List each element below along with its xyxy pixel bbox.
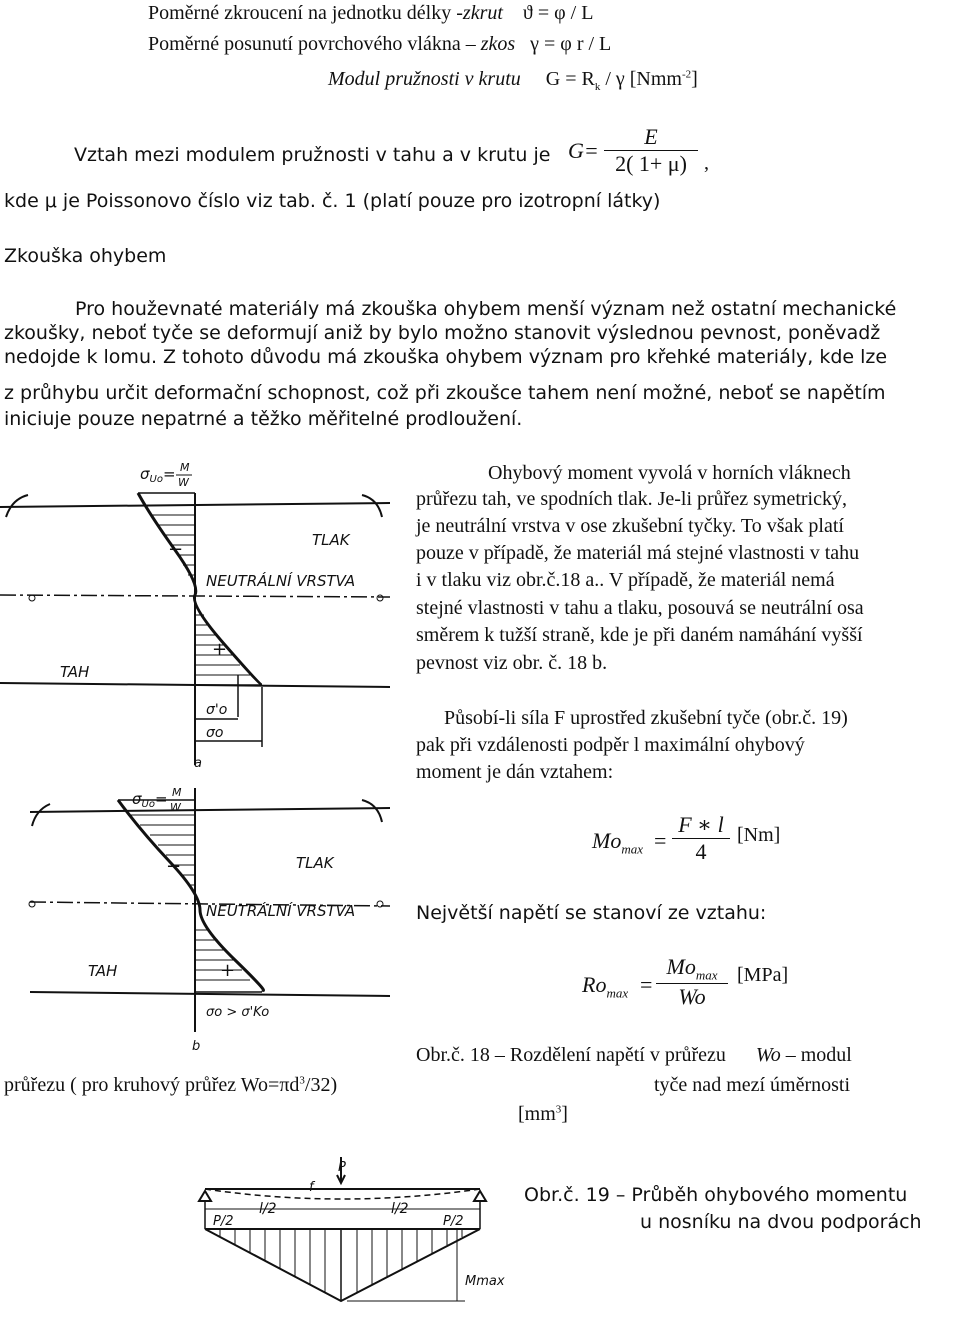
- intro-line-4: z průhybu určit deformační schopnost, což při zkoušce tahem není možné, neboť se napětím: [4, 382, 886, 404]
- right-line-6: stejné vlastnosti v tahu a tlaku, posouvá se neutrální osa: [416, 597, 864, 619]
- figure-18b: [0, 770, 400, 1060]
- caption18-line2a: průřezu ( pro kruhový průřez $Wo=\pi d^3/32$): [4, 1074, 338, 1096]
- right-line-5: i v tlaku viz obr.č.18 a.. V případě, že materiál nemá: [416, 569, 835, 591]
- right-line-8: pevnost viz obr. č. 18 b.: [416, 652, 608, 674]
- svg-text:f: f: [309, 1180, 314, 1195]
- svg-text:W: W: [178, 476, 189, 489]
- svg-text:+: +: [212, 639, 228, 660]
- moment-arrow-right-b: [362, 800, 382, 822]
- support-right: [474, 1191, 486, 1201]
- formula-ro-eq: =: [640, 972, 653, 997]
- intro-line-5: iniciuje pouze nepatrné a těžko měřitelné prodloužení.: [4, 408, 523, 430]
- svg-text:NEUTRÁLNÍ VRSTVA: NEUTRÁLNÍ VRSTVA: [206, 902, 356, 920]
- poisson-text: kde μ je Poissonovo číslo viz tab. č. 1 (platí pouze pro izotropní látky): [4, 190, 661, 212]
- svg-text:σo > σ'Ko: σo > σ'Ko: [206, 1005, 270, 1020]
- line-zkos: Poměrné posunutí povrchového vlákna – zkos γ = φ r / L: [148, 33, 612, 55]
- figure-19: [195, 1155, 515, 1315]
- hatch-lines-a: [150, 515, 250, 675]
- formula-ro-fraction: $Mo_{max}$ Wo: [656, 954, 728, 1010]
- svg-text:P/2: P/2: [443, 1214, 464, 1229]
- relation-comma: ,: [704, 152, 709, 174]
- formula-ro-unit: [MPa]: [737, 964, 789, 986]
- svg-text:NEUTRÁLNÍ VRSTVA: NEUTRÁLNÍ VRSTVA: [206, 572, 356, 590]
- stress-curve-b: [118, 800, 263, 990]
- svg-text:b: b: [192, 1039, 201, 1054]
- relation-lhs: G=: [568, 138, 599, 163]
- right-line-2: průřezu tah, ve spodních tlak. Je-li průřez symetrický,: [416, 488, 847, 510]
- intro-line-2: zkoušky, neboť tyče se deformují aniž by bylo možno stanovit výslednou pevnost, poněvadž: [4, 322, 881, 344]
- force-line-1: Působí-li síla F uprostřed zkušební tyče (obr.č. 19): [444, 707, 848, 729]
- svg-text:TLAK: TLAK: [296, 854, 334, 872]
- svg-text:+: +: [220, 960, 236, 981]
- formula-mo-eq: =: [654, 828, 667, 853]
- svg-text:σUo=: $\sigma_{Uo}=$: [140, 465, 176, 485]
- line-modul-krut: Modul pružnosti v krutu $G = R_k / \gamma$ [Nmm$^{-2}$]: [328, 68, 698, 93]
- svg-text:TAH: TAH: [60, 663, 90, 681]
- moment-diagram-19: [205, 1229, 480, 1301]
- svg-text:M: M: [172, 786, 182, 799]
- svg-text:σo: σo: [206, 725, 224, 741]
- svg-text:W: W: [170, 801, 181, 814]
- deflection-curve-19: [205, 1189, 480, 1199]
- line-zkrut: Poměrné zkroucení na jednotku délky -zkrut ϑ = φ / L: [148, 2, 594, 24]
- svg-text:Mmax: Mmax: [465, 1274, 505, 1289]
- stress-text: Největší napětí se stanoví ze vztahu:: [416, 902, 767, 924]
- moment-arrow-right-a: [362, 495, 382, 517]
- caption18-line3: $[mm^3]$: [518, 1103, 568, 1125]
- svg-text:P: P: [338, 1160, 346, 1175]
- relation-text: Vztah mezi modulem pružnosti v tahu a v krutu je: [74, 144, 551, 166]
- formula-mo-fraction: $\frac{F ∗ l}{4}$: [672, 812, 730, 865]
- formula-mo-lhs: $Mo_{max}$: [592, 828, 643, 857]
- svg-text:TAH: TAH: [88, 962, 118, 980]
- svg-text:a: a: [194, 756, 202, 771]
- figure-18a: [0, 455, 400, 775]
- caption19-line2: u nosníku na dvou podporách: [640, 1211, 922, 1233]
- intro-line-1: Pro houževnaté materiály má zkouška ohybem menší význam než ostatní mechanické: [75, 298, 897, 320]
- support-left: [199, 1191, 211, 1201]
- svg-text:l/2: l/2: [259, 1201, 277, 1217]
- svg-text:TLAK: TLAK: [312, 531, 350, 549]
- svg-text:−: −: [168, 539, 184, 560]
- svg-text:σUo=: $\sigma_{Uo}=$: [132, 790, 168, 810]
- svg-text:M: M: [180, 461, 190, 474]
- right-line-3: je neutrální vrstva v ose zkušební tyčky. To však platí: [416, 515, 844, 537]
- caption18-line1: Obr.č. 18 – Rozdělení napětí v průřezu Wo – modul: [416, 1044, 852, 1066]
- svg-text:σ'o: σ'o: [206, 702, 228, 718]
- relation-fraction: $\frac{E}{2( 1+ \mu)}$: [604, 124, 698, 177]
- intro-line-3: nedojde k lomu. Z tohoto důvodu má zkouška ohybem význam pro křehké materiály, kde lze: [4, 346, 888, 368]
- caption18-line2c: tyče nad mezí úměrnosti: [654, 1074, 851, 1096]
- force-line-2: pak při vzdálenosti podpěr l maximální ohybový: [416, 734, 805, 756]
- moment-arrow-left-b: [32, 804, 50, 826]
- caption19-line1: Obr.č. 19 – Průběh ohybového momentu: [524, 1184, 908, 1206]
- svg-text:−: −: [166, 856, 182, 877]
- formula-ro-lhs: $Ro_{max}$: [582, 972, 629, 1001]
- force-line-3: moment je dán vztahem:: [416, 761, 614, 783]
- section-title: Zkouška ohybem: [4, 245, 167, 267]
- right-line-7: směrem k tužší straně, kde je při daném namáhání vyšší: [416, 624, 863, 646]
- svg-text:P/2: P/2: [213, 1214, 234, 1229]
- formula-mo-unit: [Nm]: [737, 824, 781, 846]
- right-line-4: pouze v případě, že materiál má stejné vlastnosti v tahu: [416, 542, 860, 564]
- beam-top-edge-b: [30, 808, 390, 812]
- svg-text:l/2: l/2: [391, 1201, 409, 1217]
- right-line-1: Ohybový moment vyvolá v horních vláknech: [488, 462, 851, 484]
